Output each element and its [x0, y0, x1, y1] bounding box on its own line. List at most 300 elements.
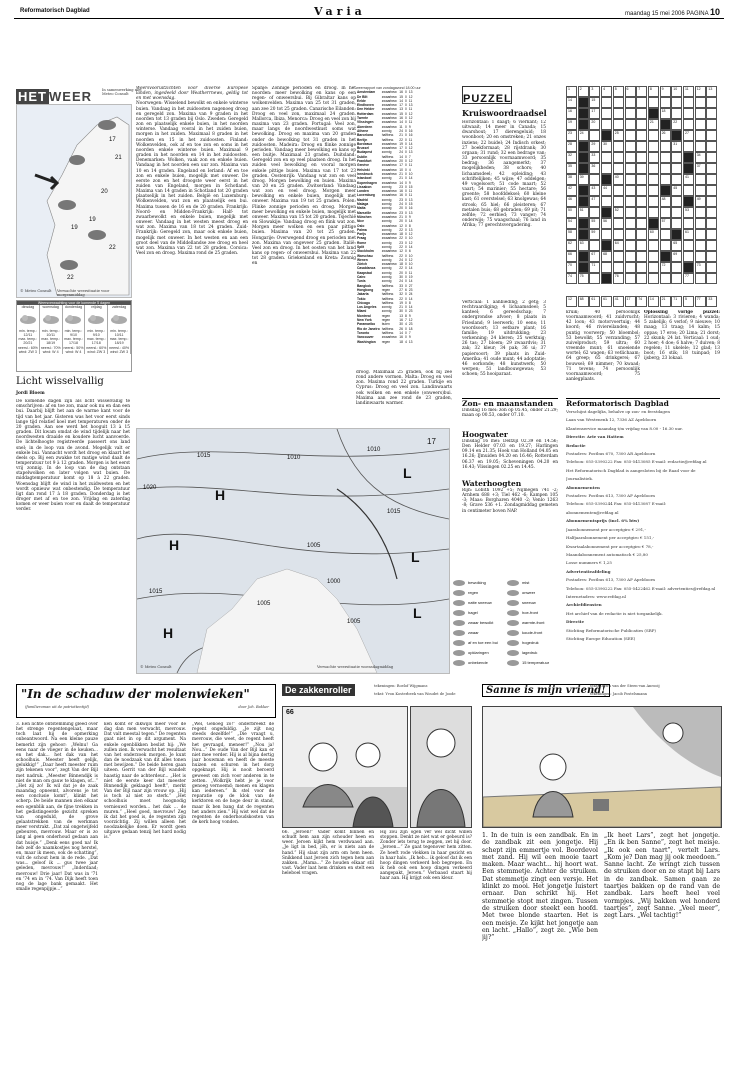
crossword-cell: [706, 262, 717, 273]
answer-cell: 71: [671, 296, 682, 307]
crossword-cell: [695, 240, 706, 251]
table-cell: 7: [404, 318, 407, 323]
table-cell: zwaarbew.: [381, 94, 398, 99]
crossword-cell: 54: [566, 218, 577, 229]
table-cell: Jakarta: [357, 292, 369, 297]
table-cell: zwaarbew.: [381, 120, 398, 125]
table-cell: 11: [408, 193, 413, 198]
table-cell: 0: [404, 90, 407, 95]
table-row: [356, 322, 413, 326]
forecast-day: [40, 305, 63, 354]
table-cell: 0: [404, 189, 407, 194]
crossword-cell: 21: [648, 119, 659, 130]
forecast-day: woensdag: [42, 305, 59, 310]
table-cell: 0: [404, 219, 407, 224]
crossword-cell: [625, 229, 636, 240]
comic1-number: 66: [286, 709, 294, 716]
crossword-cell: 50: [566, 207, 577, 218]
table-cell: 16: [399, 189, 403, 194]
table-cell: zwaarbew.: [381, 124, 398, 129]
table-cell: 23: [399, 210, 403, 215]
table-cell: 13: [399, 313, 403, 318]
table-cell: 15: [399, 94, 403, 99]
crossword-cell: [601, 97, 612, 108]
table-cell: 24: [399, 279, 403, 284]
table-cell: 0: [404, 326, 407, 331]
table-cell: Montreal: [357, 313, 371, 318]
table-cell: Luxemburg: [357, 193, 375, 198]
table-cell: 24: [408, 292, 413, 297]
map-temp: 22: [67, 275, 74, 281]
crossword-cell: [660, 174, 671, 185]
crossword-cell: 63: [578, 240, 589, 251]
table-cell: Split: [357, 244, 365, 249]
forecast-day: [63, 305, 86, 354]
table-cell: Amsterdam: [357, 90, 376, 95]
table-cell: halfbew.: [381, 283, 394, 288]
crossword-cell: [636, 273, 647, 284]
table-cell: 0: [404, 141, 407, 146]
table-cell: 17: [399, 103, 403, 108]
crossword-cell: 3: [589, 86, 600, 97]
table-cell: 17: [399, 163, 403, 168]
table-cell: 0: [404, 249, 407, 254]
europe-forecast-col2: Spanje: Zonnige perioden en droog. In het noorden: meer bewolking en kans op een regen- of onweersbui. Bij Gibraltar kans op wolkenvelden. Maxima van 25 tot 31 graden, aan zee 20 tot 25 graden. Canarische Eilanden: Droog en veel zon, maximaal 24 graden. Mallorca, Ibiza, Menorca: Droog en veel zon bij maxima van 23 graden. Portugal: Veel zon, maar langs de noordwestkust soms wat bewolking. Droog en maxima van 20 graden onder de bewolking tot 31 graden in het zuidoosten. Madeira: Droog en flinke zonnige perioden. Vandaag meer bewolking en kans op een buitje. Maximaal 23 graden. Duitsland: Geregeld zon en op veel plaatsen droog. In het zuiden veel bewolking en vooral morgen enkele pittige buien. Maxima van 17 tot 23 graden. Oostenrijk: Vandaag wat zon en veel droog. Morgen bewolking en buien. Maxima van 20 en 25 graden. Zwitserland: Vandaag wat zon en veel droog. Morgen meer bewolking en enkele buien, mogelijk met onweer. Maxima van 19 tot 25 graden. Polen: Flinke zonnige perioden en droog. Morgen meer bewolking en enkele buien, mogelijk met onweer. Maxima van 15 tot 20 graden. Tsjechië en Slowakije: Vandaag droog en flink wat zon. Morgen meer wolken en een paar pittige buien. Maxima van 20 tot 25 graden. Hongarije: Overwegend droog en perioden met zon. Maxima van ongeveer 25 graden. Italië: Veel zon en droog. In het oosten van het land kans op regen- of onweersbui. Maxima van 22 tot 28 graden. Griekenland en Kreta: Zonnig en: [252, 86, 356, 267]
crossword-cell: 60: [648, 229, 659, 240]
table-row: [356, 340, 413, 344]
crossword-cell: 70: [566, 262, 577, 273]
crossword-cell: [706, 163, 717, 174]
table-cell: 15: [408, 202, 413, 207]
table-cell: 0: [404, 253, 407, 258]
crossword-cell: [636, 218, 647, 229]
colofon-line: Telefoon: 055-5390222 Fax: 055-5422462 E-mail: advertenties@refdag.nl: [566, 585, 716, 591]
high-pressure-label: H: [169, 537, 180, 553]
table-cell: 8: [408, 223, 411, 228]
crossword-cell: [625, 273, 636, 284]
legend-label: bewolking: [468, 580, 486, 585]
table-cell: 24: [399, 257, 403, 262]
table-cell: Helsinki: [357, 167, 370, 172]
weather-symbol-icon: [506, 659, 520, 666]
crossword-cell: 52: [613, 207, 624, 218]
table-cell: 14: [408, 244, 413, 249]
high-water-text: Dinsdag 16 mei: Delfzijl 02.39 en 14.56; Den Helder 07.03 en 19.27; Harlingen 09.14 en 21.35; Hoek van Holland 04.05 en 16.26; IJmuiden 04.20 en 16.46; Rotterdam 06.37 en 19.05; Scheveningen 04.20 en 16.43; Vlissingen 02.25 en 14.45.: [462, 439, 558, 470]
weather-article: [16, 376, 130, 689]
table-cell: 0: [404, 94, 407, 99]
crossword-cell: [636, 207, 647, 218]
forecast-max: max. temp.: 20/21: [18, 337, 38, 346]
crossword-cell: [613, 218, 624, 229]
isobar-label: 1005: [257, 601, 271, 607]
crossword-cell: 29: [589, 141, 600, 152]
table-cell: Cairo: [357, 275, 366, 280]
table-cell: 4: [404, 322, 407, 327]
table-cell: Vlissingen: [357, 120, 374, 125]
legend-label: koude-front: [522, 630, 543, 635]
colofon-line: Laan van Westenenk 12, 7336 AZ Apeldoorn: [566, 417, 657, 423]
table-cell: Rio de Janeiro: [357, 326, 380, 331]
crossword-cell: [660, 97, 671, 108]
crossword-cell: [695, 273, 706, 284]
table-cell: 12: [408, 240, 413, 245]
city-table: [356, 90, 413, 344]
table-cell: 14: [408, 219, 413, 224]
table-cell: halfbew.: [381, 292, 394, 297]
crossword-cell: [589, 273, 600, 284]
crossword-cell: [671, 273, 682, 284]
table-row: [356, 163, 413, 167]
page-info: maandag 15 mei 2006 PAGINA 10: [625, 7, 720, 17]
table-cell: Warschau: [357, 253, 373, 258]
table-cell: 19: [399, 300, 403, 305]
table-cell: regen: [381, 287, 391, 292]
cloud-icon: [40, 310, 62, 329]
crossword-cell: [625, 240, 636, 251]
forecast-rain: neersl.: 70%: [40, 345, 61, 350]
crossword-cell: [695, 130, 706, 141]
weather-symbol-icon: [506, 649, 520, 656]
colofon-line: Archiefdiensten: [566, 602, 602, 608]
crossword-cell: 36: [589, 163, 600, 174]
crossword-cell: [706, 108, 717, 119]
cloud-icon: [108, 310, 130, 329]
crossword-cell: [660, 207, 671, 218]
crossword-cell: 13: [706, 86, 717, 97]
colofon-line: Internetadres: www.refdag.nl: [566, 593, 626, 599]
table-cell: 0: [404, 296, 407, 301]
forecast-rain: neersl.: 40%: [109, 345, 130, 350]
crossword-cell: [625, 97, 636, 108]
table-cell: Zürich: [357, 262, 368, 267]
crossword-cell: 64: [613, 240, 624, 251]
colofon-line: Postadres: Postbus 613, 7300 AP Apeldoorn: [566, 577, 655, 583]
table-cell: zwaarbew.: [381, 111, 398, 116]
table-cell: Kopenhagen: [357, 180, 377, 185]
table-cell: 0: [404, 193, 407, 198]
crossword-cell: 38: [566, 174, 577, 185]
crossword-cell: 10: [671, 86, 682, 97]
forecast-day: vrijdag: [90, 305, 102, 310]
table-cell: zwaarbew.: [381, 262, 398, 267]
crossword-cell: [636, 130, 647, 141]
table-cell: 14: [399, 330, 403, 335]
crossword-cell: [706, 152, 717, 163]
colofon-line: Telefoon: 055-5390244 Fax: 055-5413087 E-mail: abonnementen@refdag.nl: [566, 501, 667, 515]
puzzle-title: Kruiswoordraadsel: [462, 108, 547, 118]
previous-solution: Oplossing vorige puzzel: Horizontaal: 3 rivieren; 4 wanda; 5 zakelijk; 6 verlof; 9 nieuwe; 10 maag; 13 traag; 14 kalm; 15 oppas; 17 eros; 20 Lima; 21 dorst; 22 skunk; 24 lat. Verticaal: 1 oud; 2 hoer; 4 doe; 6 halve; 7 duiven; 8 regelen; 11 ukelele; 12 glad; 13 boot; 16 stik; 18 tuinpad; 19 ijsberg; 23 lokaal.: [644, 310, 720, 362]
crossword-cell: [625, 141, 636, 152]
table-cell: Bordeaux: [357, 141, 373, 146]
colofon-line: Halfjaarabonnement per acceptgiro € 151,-: [566, 535, 655, 541]
table-cell: 8: [404, 313, 407, 318]
answer-cell: 33: [706, 296, 717, 307]
table-cell: 13: [408, 150, 413, 155]
crossword-cell: [625, 119, 636, 130]
map-caption: Verwachte weersituatie voor morgenmiddag: [57, 289, 110, 298]
table-cell: 9: [408, 214, 411, 219]
table-cell: Kaapstad: [357, 270, 372, 275]
table-cell: Aberdeen: [357, 124, 373, 129]
story-col2: ken komt er dikwijls meer voor de dag dan men verwacht, mevrouw. Dat valt meestal tegen.” De regenten gaat niet in op dit argument. Na enkele ogenblikken beslist hij: „We zullen zien. Ik verwacht het resultaat van het onderzoek morgen. Je kunt dan de noodzaak van dit alles tonen met bewijzen.” De beide heren gaan uiteen. Gerrit van der Bijl wandelt haastig naar de achterdeur... „Het is niet de eerste keer dat meester Binnendijk geklaagd heeft”, merkt Van der Bijl naar zijn vrouw op. „Hij is toch al niet zo sterk.” „Het schoolhuis moet hoognodig vernieuwd worden... het dak ... de muren.” „Heel goed, mevrouw! Zeg ik dat het goed is, de regenten zijn voorzichtig. Zij willen alleen het noodzakelijke doen. Er wordt geen uitgave gedaan tenzij het hard nodig is.”: [104, 722, 186, 841]
table-cell: 0: [404, 202, 407, 207]
low-pressure-label: L: [403, 465, 412, 481]
crossword-cell: [613, 196, 624, 207]
crossword-cell: [648, 97, 659, 108]
crossword-cell: [648, 174, 659, 185]
crossword-cell: [648, 273, 659, 284]
colofon-line: Klantenservice maandag t/m vrijdag van 8.00 - 16.30 uur.: [566, 425, 683, 431]
table-cell: 18: [399, 232, 403, 237]
crossword-cell: 23: [566, 130, 577, 141]
crossword-cell: 53: [683, 207, 694, 218]
table-cell: 0: [404, 275, 407, 280]
table-cell: 7: [408, 330, 411, 335]
table-cell: 9: [408, 335, 411, 340]
crossword-cell: [578, 108, 589, 119]
table-cell: 0: [404, 167, 407, 172]
crossword-cell: [648, 196, 659, 207]
table-cell: zwaarbew.: [381, 103, 398, 108]
table-cell: 0: [404, 210, 407, 215]
crossword-cell: 27: [683, 130, 694, 141]
crossword-cell: [706, 218, 717, 229]
map-temp: 20: [101, 189, 108, 195]
crossword-cell: 51: [578, 207, 589, 218]
table-cell: 0: [404, 133, 407, 138]
crossword-cell: 62: [566, 240, 577, 251]
table-cell: 11: [408, 98, 413, 103]
table-cell: 11: [408, 107, 413, 112]
forecast-day: [108, 305, 131, 354]
isobar-label: 1020: [143, 485, 157, 491]
crossword-cell: [706, 207, 717, 218]
table-cell: Lissabon: [357, 184, 372, 189]
answer-cell: 61: [601, 296, 612, 307]
crossword-cell: [625, 130, 636, 141]
forecast-wind: wind: W 4: [42, 350, 59, 355]
forecast-day: dinsdag: [21, 305, 35, 310]
table-cell: zwaarbew.: [381, 107, 398, 112]
crossword-cell: 44: [601, 185, 612, 196]
crossword-cell: 28: [566, 141, 577, 152]
answer-cell: 68: [578, 296, 589, 307]
table-cell: zwaarbew.: [381, 335, 398, 340]
crossword-cell: [671, 174, 682, 185]
crossword-cell: [671, 196, 682, 207]
table-cell: zonnig: [381, 266, 392, 271]
crossword-cell: [671, 229, 682, 240]
legend-label: natte sneeuw: [468, 600, 492, 605]
table-cell: 21: [399, 176, 403, 181]
water-levels-text: Rijn: Lobith 1092 +5; Nijmegen 741 -2; Arnhem 688 +3; Tiel 462 -6; Kampen 105 -3; Maas: Borgharen 4040 -2; Venlo 1263 -8; Grave 536 +1. Zondagmiddag gemeten in centimeter boven NAP.: [462, 488, 558, 514]
table-cell: 21: [399, 214, 403, 219]
table-cell: zwaarbew.: [381, 232, 398, 237]
weather-symbol-icon: [452, 609, 466, 616]
crossword-cell: 49: [695, 196, 706, 207]
table-cell: 22: [399, 236, 403, 241]
crossword-cell: 37: [695, 163, 706, 174]
table-cell: Vancouver: [357, 335, 374, 340]
crossword-cell: 47: [589, 196, 600, 207]
table-cell: 21: [399, 305, 403, 310]
colofon-title: Reformatorisch Dagblad: [566, 398, 720, 408]
legend-label: warmte-front: [522, 620, 545, 625]
crossword-cell: 20: [589, 119, 600, 130]
table-cell: 18: [408, 326, 413, 331]
legend-label: onweer: [522, 590, 536, 595]
table-cell: De Bilt: [357, 94, 368, 99]
crossword-cell: [601, 229, 612, 240]
crossword-cell: [695, 97, 706, 108]
table-row: [356, 335, 413, 339]
table-cell: zwaarbew.: [381, 214, 398, 219]
crossword-cell: [695, 218, 706, 229]
chart-credit: © Meteo Consult: [140, 665, 172, 669]
crossword-cell: [706, 119, 717, 130]
table-cell: 0: [404, 197, 407, 202]
table-cell: 0: [404, 184, 407, 189]
legend-row: [452, 598, 564, 608]
table-cell: 12: [399, 249, 403, 254]
crossword-cell: [683, 240, 694, 251]
crossword-cell: [695, 207, 706, 218]
crossword-cell: 57: [660, 218, 671, 229]
table-cell: Budapest: [357, 150, 373, 155]
crossword-cell: [601, 174, 612, 185]
weather-symbol-icon: [452, 619, 466, 626]
comic1-header: [282, 684, 470, 704]
legend-label: hogedruk: [522, 640, 539, 645]
crossword-cell: [683, 251, 694, 262]
forecast-rain: neersl.: 50%: [63, 345, 84, 350]
table-cell: zwaarbew.: [381, 193, 398, 198]
table-cell: 16: [408, 206, 413, 211]
isobar-label: 1005: [307, 543, 321, 549]
five-day-forecast: [16, 300, 132, 372]
table-cell: 30: [399, 309, 403, 314]
table-cell: 17: [399, 146, 403, 151]
table-cell: 22: [399, 244, 403, 249]
crossword-cell: [613, 152, 624, 163]
table-cell: Tokio: [357, 296, 366, 301]
colofon-line: Directie: [566, 619, 584, 625]
table-cell: 13: [408, 90, 413, 95]
colofon-line: Postadres: Postbus 613, 7300 AP Apeldoorn: [566, 493, 655, 499]
table-cell: zonnig: [381, 240, 392, 245]
table-cell: zwaarbew.: [381, 90, 398, 95]
forecast-rain: neersl.: 60%: [17, 345, 38, 350]
crossword-cell: [578, 229, 589, 240]
table-cell: 12: [408, 159, 413, 164]
table-cell: 9: [408, 124, 411, 129]
answer-cell: 41: [613, 296, 624, 307]
crossword-cell: [660, 273, 671, 284]
crossword-cell: [601, 240, 612, 251]
cloud-icon: [63, 310, 85, 329]
table-cell: 11: [408, 163, 413, 168]
crossword-cell: [695, 174, 706, 185]
table-cell: Eindhoven: [357, 103, 374, 108]
table-cell: 30: [399, 322, 403, 327]
crossword-cell: 46: [566, 196, 577, 207]
table-cell: 22: [399, 253, 403, 258]
table-cell: 0: [404, 150, 407, 155]
table-cell: Madrid: [357, 197, 368, 202]
comic1-text: 66. „Jeroen!” Vader komt binnen en schudt hem aan zijn schouder heen en weer. Jeroen kijkt hem verdwaasd aan. „Je ligt in bed, jôh, er is niets aan de hand.” Hij slaat zijn arm om hem heen. Snikkend laat Jeroen zich tegen hem aan zakken. „Mama...” Ze houden elkaar stil vast. Vader laat hem drinken en stelt een heleboel vragen.: [282, 830, 374, 877]
crossword-cell: [695, 141, 706, 152]
legend-label: zwaar: [468, 630, 479, 635]
crossword-cell: [660, 163, 671, 174]
table-cell: zonnig: [381, 184, 392, 189]
crossword-cell: [706, 196, 717, 207]
table-cell: 0: [404, 116, 407, 121]
comic1-illustration-right: [411, 707, 471, 827]
crossword-cell: [660, 119, 671, 130]
table-cell: zonnig: [381, 279, 392, 284]
story-title: "In de schaduw der molenwieken": [21, 687, 250, 701]
crossword-cell: 30: [601, 141, 612, 152]
crossword-cell: [648, 207, 659, 218]
table-cell: regen: [381, 313, 391, 318]
table-cell: zwaarbew.: [381, 116, 398, 121]
crossword-cell: [706, 273, 717, 284]
table-cell: zwaarbew.: [381, 146, 398, 151]
legend-label: mist: [522, 580, 530, 585]
crossword-cell: [578, 152, 589, 163]
answer-cell: 12: [566, 296, 577, 307]
table-cell: 0: [404, 292, 407, 297]
comic2-text1: 1. In de tuin is een zandbak. En in de zandbak zit een jongetje. Hij schept zijn emmertje vol. Boordevol met zand. Hij wil een mooie taart maken. Maar wacht... hij hoort wat. Een stemmetje. Achter de struiken. Dat stemmetje zingt een versje. Het klinkt zo mooi. Het jongetje luistert ernaar. Dan schrikt hij. Het stemmetje stopt met zingen. Tussen de struiken door steekt een hoofd. Met twee blonde staarten. Het is een meisje. Ze kijkt het jongetje aan en lacht. „Hallo”, zegt ze. „Wie ben jij?”: [482, 832, 598, 942]
table-cell: halfbew.: [381, 300, 394, 305]
page-header: [14, 4, 724, 19]
crossword-cell: [636, 141, 647, 152]
table-cell: Malta: [357, 206, 366, 211]
table-cell: 23: [408, 322, 413, 327]
crossword-cell: 40: [613, 174, 624, 185]
table-cell: 0: [404, 257, 407, 262]
isobar-label: 1010: [367, 447, 381, 453]
crossword-cell: [601, 152, 612, 163]
legend-label: onbekende: [468, 660, 488, 665]
map-temp: 21: [115, 155, 122, 161]
crossword-cell: [648, 130, 659, 141]
crossword-cell: [695, 119, 706, 130]
comic1-credit2: tekst: Yvon Kosterbeek van Woudet de Joode: [374, 692, 456, 696]
table-cell: Twente: [357, 116, 369, 121]
table-row: [356, 206, 413, 210]
table-cell: 0: [404, 146, 407, 151]
crossword-cell: 18: [660, 108, 671, 119]
crossword-cell: [683, 218, 694, 229]
table-cell: 8: [408, 300, 411, 305]
table-cell: 12: [408, 318, 413, 323]
table-cell: 0: [404, 305, 407, 310]
table-cell: Casablanca: [357, 266, 376, 271]
table-cell: Marseille: [357, 210, 372, 215]
forecast-wind: wind: ZW 3: [110, 350, 129, 355]
table-cell: zwaarbew.: [381, 223, 398, 228]
table-cell: zwaarbew.: [381, 189, 398, 194]
table-cell: Berlijn: [357, 137, 368, 142]
answer-cell: 14: [648, 296, 659, 307]
table-cell: Miami: [357, 309, 367, 314]
table-title: weerrapport van zondagavond 18.00 uur: [356, 86, 421, 90]
isobar-label: 1010: [287, 455, 301, 461]
table-cell: zonnig: [381, 227, 392, 232]
crossword-cell: [695, 251, 706, 262]
europe-forecast-col3: droog. Maximaal 25 graden, ook bij zee rond andere vormen. Malta: Droog en veel zon. Maxima rond 22 graden. Turkije en Cyprus: Droog en veel zon. Landinwaarts ook wolken en een enkele (onweers)bui. Maxima aan zee rond de 23 graden, landinwaarts warmer.: [356, 370, 452, 406]
